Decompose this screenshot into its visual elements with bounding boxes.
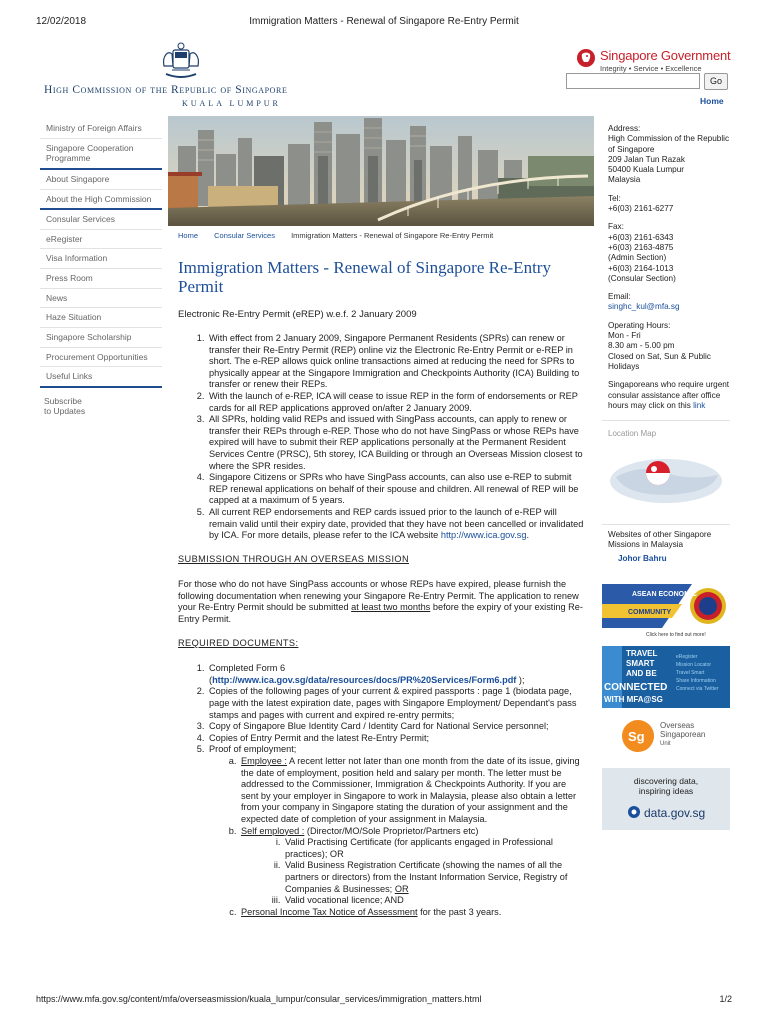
overseas-para-start: For those who do not have SingPass accounts or whose REPs have expired, please furnish the following documentation when renewing your Singapore Re-Entry Permit. The application to renew your Re-Entry Permit should be submitted [178,579,579,613]
asean-banner-graphic [602,584,730,640]
form6-close: ); [516,674,525,685]
self-item2-or: OR [394,883,409,894]
travel-line-2: SMART [626,659,655,668]
list-item: 2. With the launch of e-REP, ICA will cease to issue REP in the form of endorsements or REP cards for all REP applications approved on/after 2 January 2009. [207,391,586,414]
breadcrumb [178,231,493,240]
mission-link-johor-bahru[interactable]: Johor Bahru [618,553,667,563]
email-label: Email: [608,292,631,302]
form6-label: Completed Form 6 [209,663,286,674]
osu-graphic [602,712,730,762]
print-footer [36,994,732,1008]
tax-label: Personal Income Tax Notice of Assessment [241,906,418,917]
singapore-government-logo[interactable] [572,46,732,76]
point5-text: All current REP endorsements and REP cards issued prior to the launch of e-REP will remain valid until their expiry date, provided that they have not been cancelled or invalidated by ICA. For more details, please refer to the ICA website [209,506,584,541]
list-item: i. Valid Practising Certificate (for applicants engaged in Professional practices); OR [283,837,586,860]
nav-item-useful-links[interactable]: Useful Links [40,367,162,388]
asean-line1: ASEAN ECONOMIC [632,591,697,598]
self-employed-list [241,837,586,907]
address-text: High Commission of the Republic of Singapore 209 Jalan Tun Razak 50400 Kuala Lumpur Malaysia [608,134,730,185]
nav-item-news[interactable]: News [40,289,162,309]
list-item: iii. Valid vocational licence; AND [283,895,586,907]
proof-label: Proof of employment; [209,744,297,755]
form6-open: ( [209,674,213,685]
fax-text: +6(03) 2161-6343 +6(03) 2163-4875 (Admin Section) +6(03) 2164-1013 (Consular Section) [608,232,676,283]
email-link[interactable]: singhc_kul@mfa.sg [608,302,680,312]
masthead-title: High Commission of the Republic of Singapore [44,84,288,96]
list-item: 3. All SPRs, holding valid REPs and issued with SingPass accounts, can apply to renew or transfer their REPs through e-REP. Those who do not have SingPass or whose REPs have expired will have to submit their REP applications personally at the Permanent Resident Services Centre (PRSC), 5th storey, ICA Building or through an Overseas Mission closest to where the SPR resides. [207,414,586,472]
list-item [207,744,586,918]
print-date: 12/02/2018 [36,16,87,27]
travel-item-3: Travel Smart [676,670,705,676]
subscribe-link[interactable]: Subscribe to Updates [44,395,86,417]
travel-item-5: Connect via Twitter [676,686,719,692]
sg-gov-tagline: Integrity • Service • Excellence [600,64,702,73]
datagov-name: data.gov.sg [644,806,706,820]
overseas-para-end: before the expiry of your existing Re-Entry Permit. [178,602,583,625]
tel-label: Tel: [608,193,621,203]
print-header [36,16,732,30]
page-title: Immigration Matters - Renewal of Singapore Re-Entry Permit [178,258,551,296]
list-item [239,826,586,907]
travel-item-2: Mission Locator [676,662,712,668]
hours-label: Operating Hours: [608,320,671,330]
location-map[interactable] [602,420,730,518]
sg-gov-title: Singapore Government [600,48,731,63]
urgent-message: Singaporeans who require urgent consular assistance after office hours may click on this [608,380,730,410]
go-button[interactable]: Go [704,73,728,90]
self-item2-text: Valid Business Registration Certificate (showing the names of all the partners or directors) from the Instant Information Service, Registry of Companies & Businesses; [285,860,568,894]
form6-link[interactable]: http://www.ica.gov.sg/data/resources/docs/PR%20Services/Form6.pdf [212,674,517,685]
coat-of-arms-icon [160,40,202,84]
data-gov-graphic [602,768,730,830]
tax-text: for the past 3 years. [420,906,502,917]
self-employed-label: Self employed : [241,825,305,836]
nav-item-mfa[interactable]: Ministry of Foreign Affairs [40,118,162,139]
list-item [239,756,586,826]
address-label: Address: [608,124,641,133]
print-page-number: 1/2 [719,994,732,1004]
tel-text: +6(03) 2161-6277 [608,204,674,214]
asean-line2: COMMUNITY [628,609,672,616]
datagov-line2: inspiring ideas [638,786,694,796]
list-item: 4. Copies of Entry Permit and the latest Re-Entry Permit; [207,733,586,745]
search-input[interactable] [566,73,700,89]
nav-item-about-singapore[interactable]: About Singapore [40,170,162,190]
nav-item-about-high-commission[interactable]: About the High Commission [40,190,162,211]
nav-item-press-room[interactable]: Press Room [40,269,162,289]
page-subtitle: Electronic Re-Entry Permit (eREP) w.e.f. 2 January 2009 [178,309,417,320]
list-item: 4. Singapore Citizens or SPRs who have SingPass accounts, can also use e-REP to submit REP renewal applications on behalf of their spouse and children. All renewal of REP will be capped at a maximum of 5 years. [207,472,586,507]
masthead-logo[interactable] [44,40,334,110]
breadcrumb-home[interactable]: Home [178,231,199,240]
breadcrumb-consular-services[interactable]: Consular Services [214,231,275,240]
print-url: https://www.mfa.gov.sg/content/mfa/overseasmission/kuala_lumpur/consular_services/immigration_matters.html [36,994,482,1004]
required-docs-list [178,663,586,918]
osu-logo-text: Sg [628,729,645,744]
nav-item-consular-services[interactable]: Consular Services [40,210,162,230]
fax-label: Fax: [608,222,624,232]
erep-points-list [178,333,586,542]
osu-line3: Unit [660,741,671,747]
list-item [239,907,586,919]
left-nav [40,118,162,417]
travel-with: WITH MFA@SG [604,695,663,704]
nav-item-haze-situation[interactable]: Haze Situation [40,308,162,328]
list-item [207,663,586,686]
datagov-line1: discovering data, [633,776,699,786]
asean-economic-community-banner[interactable] [602,584,730,640]
urgent-link[interactable]: link [693,400,706,410]
osu-line1: Overseas [660,721,695,730]
osu-line2: Singaporean [660,730,706,739]
print-title: Immigration Matters - Renewal of Singapore Re-Entry Permit [249,16,519,27]
list-item [207,507,586,542]
proof-list [209,756,586,918]
hours-text: Mon - Fri 8.30 am - 5.00 pm Closed on Sat, Sun & Public Holidays [608,331,711,371]
employee-text: A recent letter not later than one month from the date of its issue, giving the date of employment, position held and salary per month. The letter must be addressed to the Commissioner, Immigration & Checkpoints Authority. If you are sent by your employer in Singapore to work in Malaysia, please also obtain a letter from your company in Singapore stating the duration of your assignment and the expected date of completion of your assignment in Malaysia. [241,756,580,824]
travel-smart-graphic [602,646,730,708]
travel-line-4: CONNECTED [604,682,668,693]
overseas-paragraph [178,579,586,625]
missions-box [602,524,730,569]
list-item [283,860,586,895]
asean-caption: Click here to find out more! [646,632,706,638]
nav-item-scholarship[interactable]: Singapore Scholarship [40,328,162,348]
overseas-singaporean-unit-banner[interactable] [602,712,730,762]
nav-item-procurement[interactable]: Procurement Opportunities [40,348,162,368]
required-docs-heading: REQUIRED DOCUMENTS: [178,637,299,648]
lion-head-icon [576,48,596,68]
list-item: 2. Copies of the following pages of your current & expired passports : page 1 (biodata page, page with the latest expiration date, pages with Singapore Employment/ Dependant's pass stamps and pages with current and expired re-entry permits; [207,686,586,721]
travel-line-1: TRAVEL [626,649,658,658]
hero-banner-image [168,116,594,226]
employee-label: Employee : [241,756,287,766]
travel-smart-banner[interactable] [602,646,730,708]
list-item: 1. With effect from 2 January 2009, Singapore Permanent Residents (SPRs) can renew or transfer their Re-Entry Permit (REP) online viz the Electronic Re-Entry Permit or e-REP in short. The e-REP allows quick online transactions aimed at reducing the need for SPRs to physically appear at the Singapore Immigration and Checkpoints Authority (ICA) Building to transfer or renew their REPs. [207,333,586,391]
location-map-title: Location Map [608,429,657,438]
masthead-city: KUALA LUMPUR [182,99,281,108]
overseas-heading: SUBMISSION THROUGH AN OVERSEAS MISSION [178,553,409,564]
urgent-text [608,380,730,411]
right-column [602,118,730,820]
main-content [178,333,586,918]
travel-line-3: AND BE [626,669,657,678]
breadcrumb-current: Immigration Matters - Renewal of Singapore Re-Entry Permit [291,231,494,240]
nav-item-visa-information[interactable]: Visa Information [40,249,162,269]
nav-item-eregister[interactable]: eRegister [40,230,162,250]
contact-info [602,124,730,411]
missions-title: Websites of other Singapore Missions in Malaysia [608,530,712,550]
point5-end: . [526,530,530,541]
nav-item-scp[interactable]: Singapore Cooperation Programme [40,139,162,170]
ica-website-link[interactable]: http://www.ica.gov.sg [440,530,527,541]
overseas-para-emphasis: at least two months [351,602,431,613]
travel-item-1: eRegister [676,654,698,660]
globe-map-icon [602,421,730,519]
home-link[interactable]: Home [700,96,724,106]
list-item: 3. Copy of Singapore Blue Identity Card / Identity Card for National Service personnel; [207,721,586,733]
travel-item-4: Share Information [676,678,716,684]
data-gov-sg-banner[interactable] [602,768,730,830]
self-employed-text: (Director/MO/Sole Proprietor/Partners etc) [306,825,479,836]
